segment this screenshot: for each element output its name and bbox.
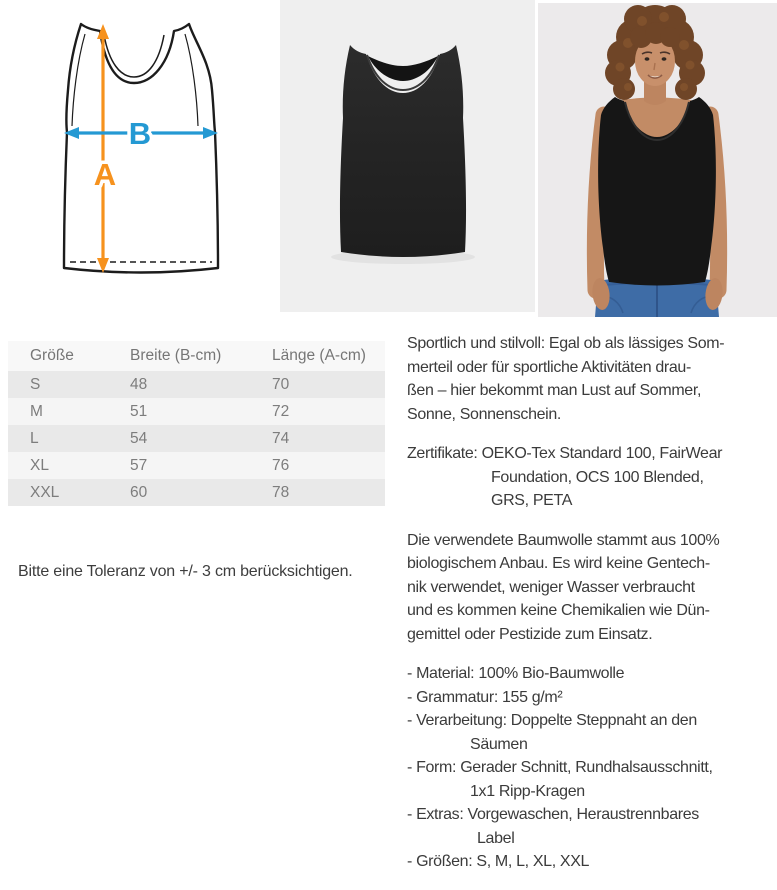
model-wearing-tank-top-photo [538,3,777,317]
text-line: GRS, PETA [491,492,573,509]
product-description [407,332,777,890]
text-line: nik verwendet, weniger Wasser verbraucht [407,578,695,596]
text-line: und es kommen keine Chemikalien wie Dün- [407,602,710,619]
tank-top-measurement-diagram [0,0,280,318]
text-line: Sportlich und stilvoll: Egal ob als lässiges Som- [407,335,725,352]
table-row [8,479,385,506]
size-diagram-image[interactable] [0,0,280,318]
text-line: Die verwendete Baumwolle stammt aus 100% [407,531,720,549]
text-line: merteil oder für sportliche Aktivitäten drau- [407,358,691,376]
text-line: Sonne, Sonnenschein. [407,405,562,423]
cell-length: 70 [272,375,290,393]
table-row [8,452,385,479]
cell-size: M [30,402,43,420]
text-line: Foundation, OCS 100 Blended, [491,468,704,486]
detail-line: - Material: 100% Bio-Baumwolle [407,665,625,682]
model-photo-image[interactable] [538,3,777,317]
cell-width: 51 [130,402,148,420]
cell-width: 48 [130,375,148,393]
cell-length: 72 [272,402,290,420]
cotton-paragraph [407,529,777,647]
cell-width: 60 [130,483,148,501]
certificates-paragraph [407,442,777,513]
cell-size: S [30,375,41,393]
col-header-size: Größe [30,347,74,364]
detail-line: - Größen: S, M, L, XL, XXL [407,853,590,870]
cell-size: L [30,429,39,447]
detail-line: - Form: Gerader Schnitt, Rundhalsausschnitt, [407,759,713,776]
detail-line: Säumen [470,735,528,753]
width-label: B [128,116,152,151]
cell-width: 54 [130,429,148,447]
size-table [8,341,385,506]
col-header-length: Länge (A-cm) [272,347,366,364]
length-label: A [93,157,117,192]
black-tank-top-photo [280,0,535,312]
size-table-header-row [8,341,385,371]
cell-length: 74 [272,429,290,447]
text-line: biologischem Anbau. Es wird keine Gentech- [407,555,710,572]
cell-width: 57 [130,456,148,474]
tolerance-note: Bitte eine Toleranz von +/- 3 cm berücksichtigen. [18,563,353,580]
table-row [8,398,385,425]
details-list [407,662,777,874]
text-line: Zertifikate: OEKO-Tex Standard 100, FairWear [407,445,723,462]
table-row [8,425,385,452]
text-line: ßen – hier bekommt man Lust auf Sommer, [407,382,702,399]
cell-size: XXL [30,483,60,501]
product-photo-image[interactable] [280,0,535,312]
intro-paragraph [407,332,777,426]
col-header-width: Breite (B-cm) [130,347,222,364]
detail-line: - Grammatur: 155 g/m² [407,688,563,706]
cell-length: 78 [272,483,290,501]
cell-length: 76 [272,456,290,474]
cell-size: XL [30,456,49,474]
detail-line: 1x1 Ripp-Kragen [470,782,585,800]
detail-line: - Extras: Vorgewaschen, Heraustrennbares [407,806,699,823]
detail-line: - Verarbeitung: Doppelte Steppnaht an den [407,712,697,729]
table-row [8,371,385,398]
text-line: gemittel oder Pestizide zum Einsatz. [407,625,653,643]
detail-line: Label [477,829,515,847]
